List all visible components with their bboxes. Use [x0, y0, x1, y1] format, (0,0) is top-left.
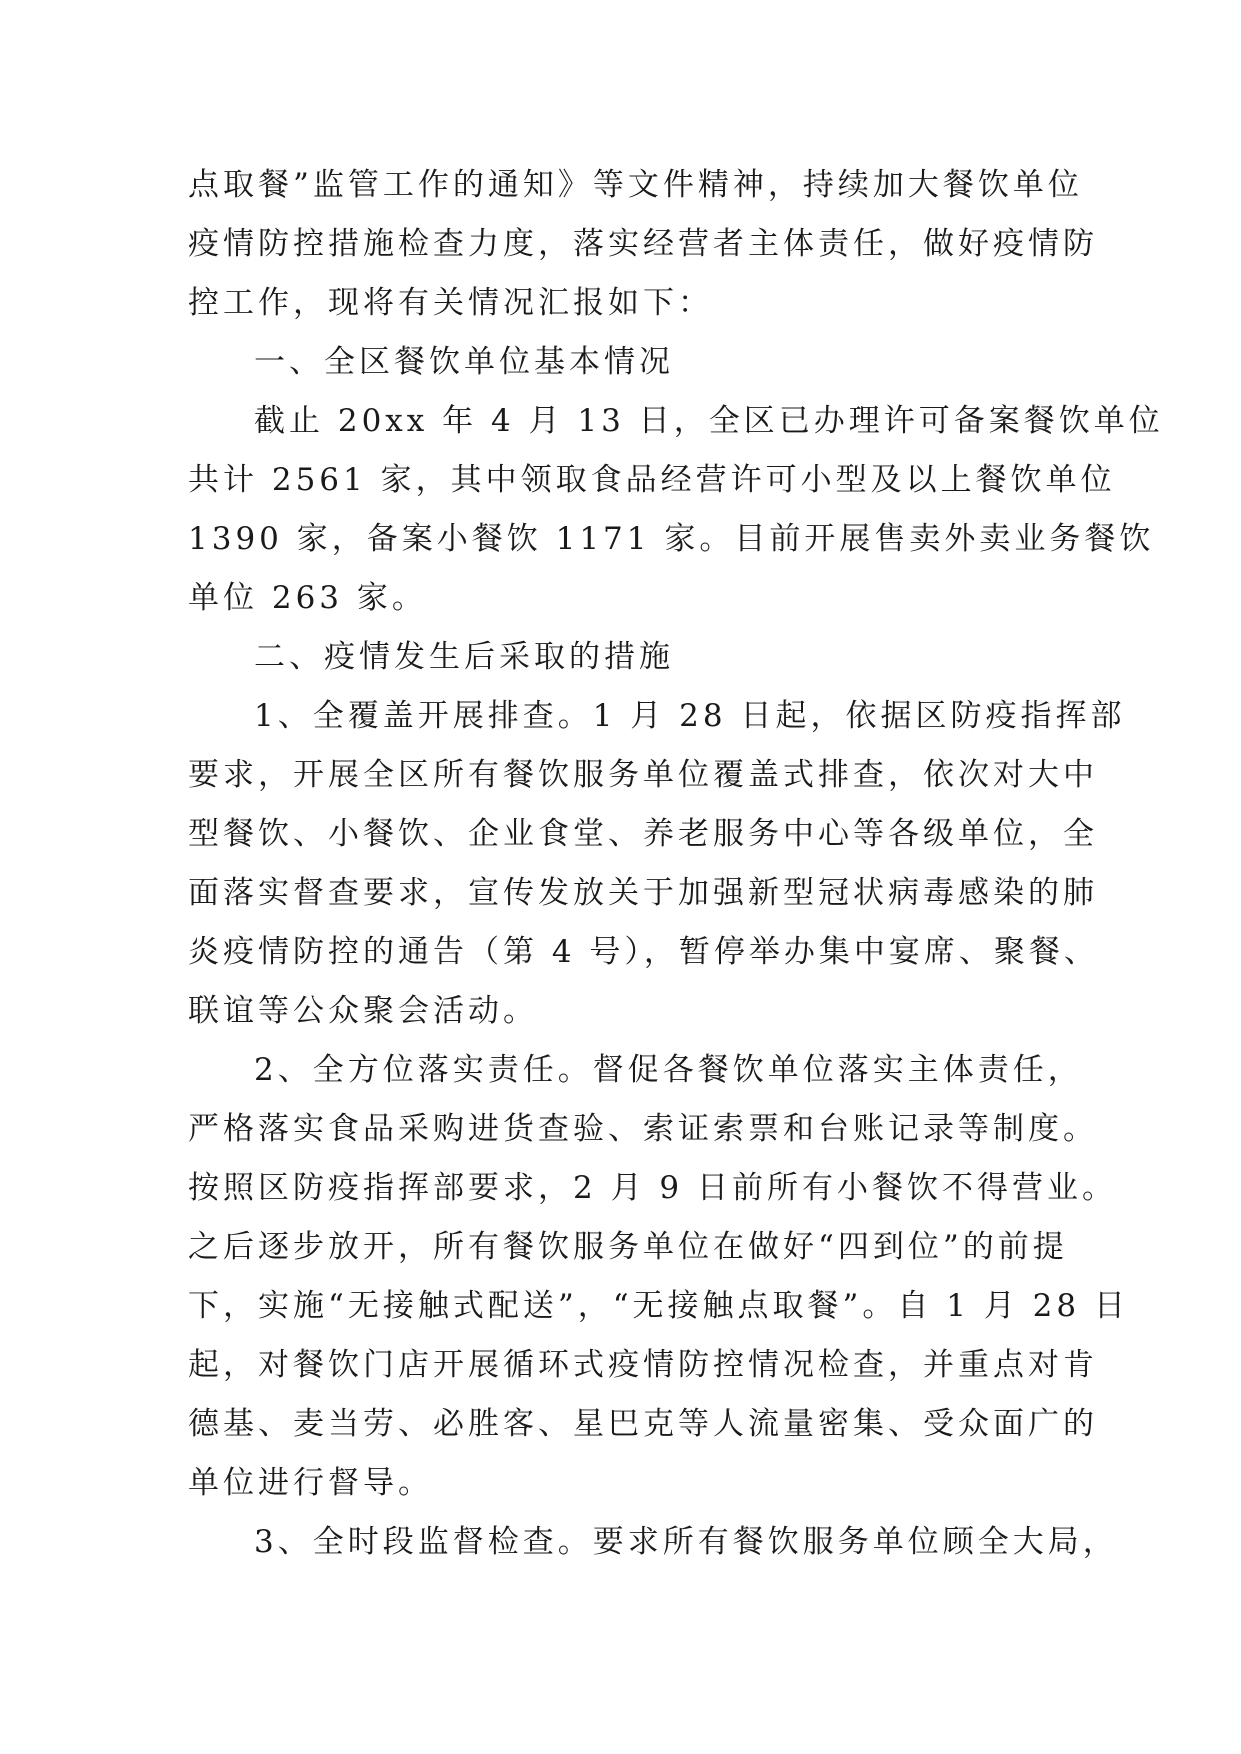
text-line: 严格落实食品采购进货查验、索证索票和台账记录等制度。 [188, 1111, 1098, 1147]
text-line: 1390 家，备案小餐饮 1171 家。目前开展售卖外卖业务餐饮 [188, 521, 1155, 557]
text-line: 疫情防控措施检查力度，落实经营者主体责任，做好疫情防 [188, 226, 1098, 262]
section-heading: 二、疫情发生后采取的措施 [254, 639, 674, 675]
text-line: 单位进行督导。 [188, 1465, 433, 1501]
text-line: 截止 20xx 年 4 月 13 日，全区已办理许可备案餐饮单位 [254, 403, 1164, 439]
text-line: 型餐饮、小餐饮、企业食堂、养老服务中心等各级单位，全 [188, 816, 1098, 852]
document-body [188, 156, 1164, 1572]
text-line: 要求，开展全区所有餐饮服务单位覆盖式排查，依次对大中 [188, 757, 1098, 793]
text-line: 联谊等公众聚会活动。 [188, 993, 538, 1029]
text-line: 点取餐”监管工作的通知》等文件精神，持续加大餐饮单位 [188, 167, 1083, 203]
text-line: 单位 263 家。 [188, 580, 427, 616]
text-line: 3、全时段监督检查。要求所有餐饮服务单位顾全大局， [254, 1524, 1118, 1560]
text-line: 共计 2561 家，其中领取食品经营许可小型及以上餐饮单位 [188, 462, 1116, 498]
text-line: 炎疫情防控的通告（第 4 号），暂停举办集中宴席、聚餐、 [188, 934, 1099, 970]
text-line: 下，实施“无接触式配送”，“无接触点取餐”。自 1 月 28 日 [188, 1288, 1129, 1324]
text-line: 之后逐步放开，所有餐饮服务单位在做好“四到位”的前提 [188, 1229, 1068, 1265]
section-heading: 一、全区餐饮单位基本情况 [254, 344, 674, 380]
text-line: 按照区防疫指挥部要求，2 月 9 日前所有小餐饮不得营业。 [188, 1170, 1118, 1206]
text-line: 德基、麦当劳、必胜客、星巴克等人流量密集、受众面广的 [188, 1406, 1098, 1442]
text-line: 起，对餐饮门店开展循环式疫情防控情况检查，并重点对肯 [188, 1347, 1098, 1383]
text-line: 面落实督查要求，宣传发放关于加强新型冠状病毒感染的肺 [188, 875, 1098, 911]
text-line: 2、全方位落实责任。督促各餐饮单位落实主体责任， [254, 1052, 1083, 1088]
text-line: 1、全覆盖开展排查。1 月 28 日起，依据区防疫指挥部 [254, 698, 1126, 734]
text-line: 控工作，现将有关情况汇报如下： [188, 285, 713, 321]
